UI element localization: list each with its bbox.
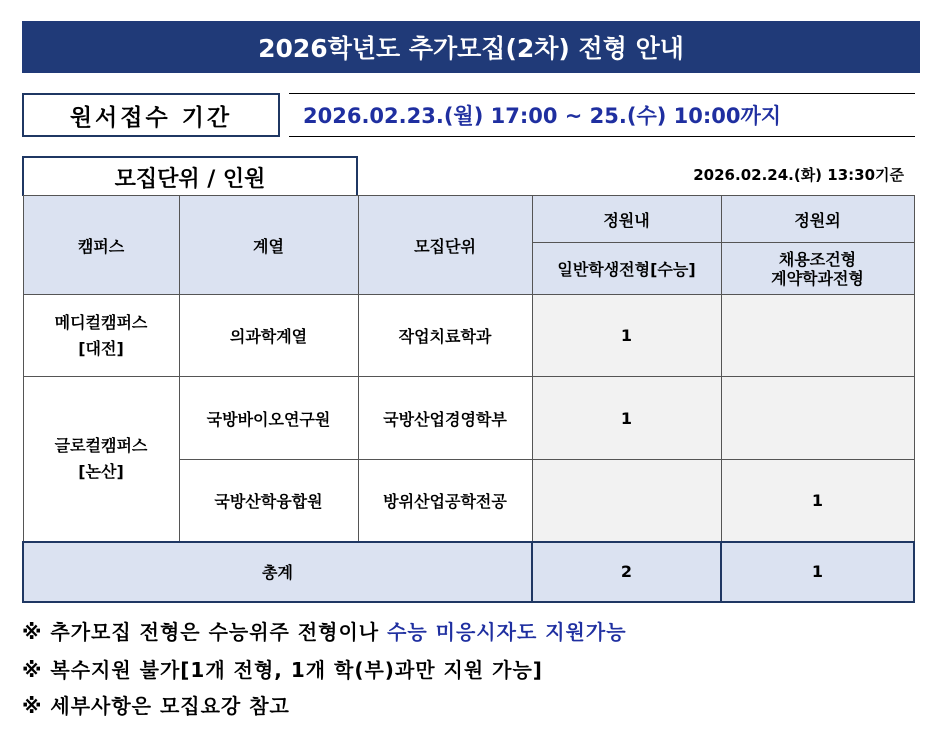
header-campus: 캠퍼스	[23, 196, 179, 295]
header-outside-quota: 정원외	[721, 196, 914, 243]
total-row	[23, 542, 914, 602]
total-label: 총계	[23, 542, 532, 602]
note-1-text: ※ 추가모집 전형은 수능위주 전형이나	[22, 620, 388, 644]
track-cell: 국방바이오연구원	[179, 377, 358, 460]
recruitment-unit-label: 모집단위 / 인원	[22, 156, 358, 196]
campus-name: 메디컬캠퍼스	[54, 312, 148, 332]
table-row	[23, 377, 914, 460]
within-cell: 1	[532, 295, 721, 377]
note-2	[22, 654, 543, 683]
campus-location: [대전]	[78, 338, 124, 358]
application-period-label: 원서접수 기간	[22, 93, 280, 137]
note-3-text: ※ 세부사항은 모집요강 참고	[22, 694, 290, 718]
within-cell	[532, 460, 721, 542]
note-3	[22, 690, 290, 719]
within-cell: 1	[532, 377, 721, 460]
campus-cell	[23, 295, 179, 377]
campus-location: [논산]	[78, 461, 124, 481]
table-row	[23, 295, 914, 377]
as-of-date: 2026.02.24.(화) 13:30기준	[693, 166, 904, 184]
total-outside: 1	[721, 542, 914, 602]
track-cell: 국방산학융합원	[179, 460, 358, 542]
header-outside-sub-line2: 계약학과전형	[771, 268, 864, 288]
campus-name: 글로컬캠퍼스	[54, 435, 148, 455]
unit-cell: 작업치료학과	[358, 295, 532, 377]
note-1	[22, 616, 627, 645]
header-unit: 모집단위	[358, 196, 532, 295]
total-within: 2	[532, 542, 721, 602]
application-period-value: 2026.02.23.(월) 17:00 ~ 25.(수) 10:00까지	[289, 93, 915, 137]
header-outside-sub-line1: 채용조건형	[778, 249, 857, 269]
header-within-quota: 정원내	[532, 196, 721, 243]
unit-cell: 방위산업공학전공	[358, 460, 532, 542]
recruitment-table	[22, 195, 915, 603]
header-within-sub: 일반학생전형[수능]	[532, 243, 721, 295]
track-cell: 의과학계열	[179, 295, 358, 377]
note-1-highlight: 수능 미응시자도 지원가능	[387, 620, 627, 644]
unit-cell: 국방산업경영학부	[358, 377, 532, 460]
page-title: 2026학년도 추가모집(2차) 전형 안내	[22, 21, 920, 73]
note-2-text: ※ 복수지원 불가[1개 전형, 1개 학(부)과만 지원 가능]	[22, 658, 543, 682]
campus-cell	[23, 377, 179, 542]
outside-cell	[721, 295, 914, 377]
outside-cell	[721, 377, 914, 460]
header-track: 계열	[179, 196, 358, 295]
outside-cell: 1	[721, 460, 914, 542]
header-outside-sub	[721, 243, 914, 295]
